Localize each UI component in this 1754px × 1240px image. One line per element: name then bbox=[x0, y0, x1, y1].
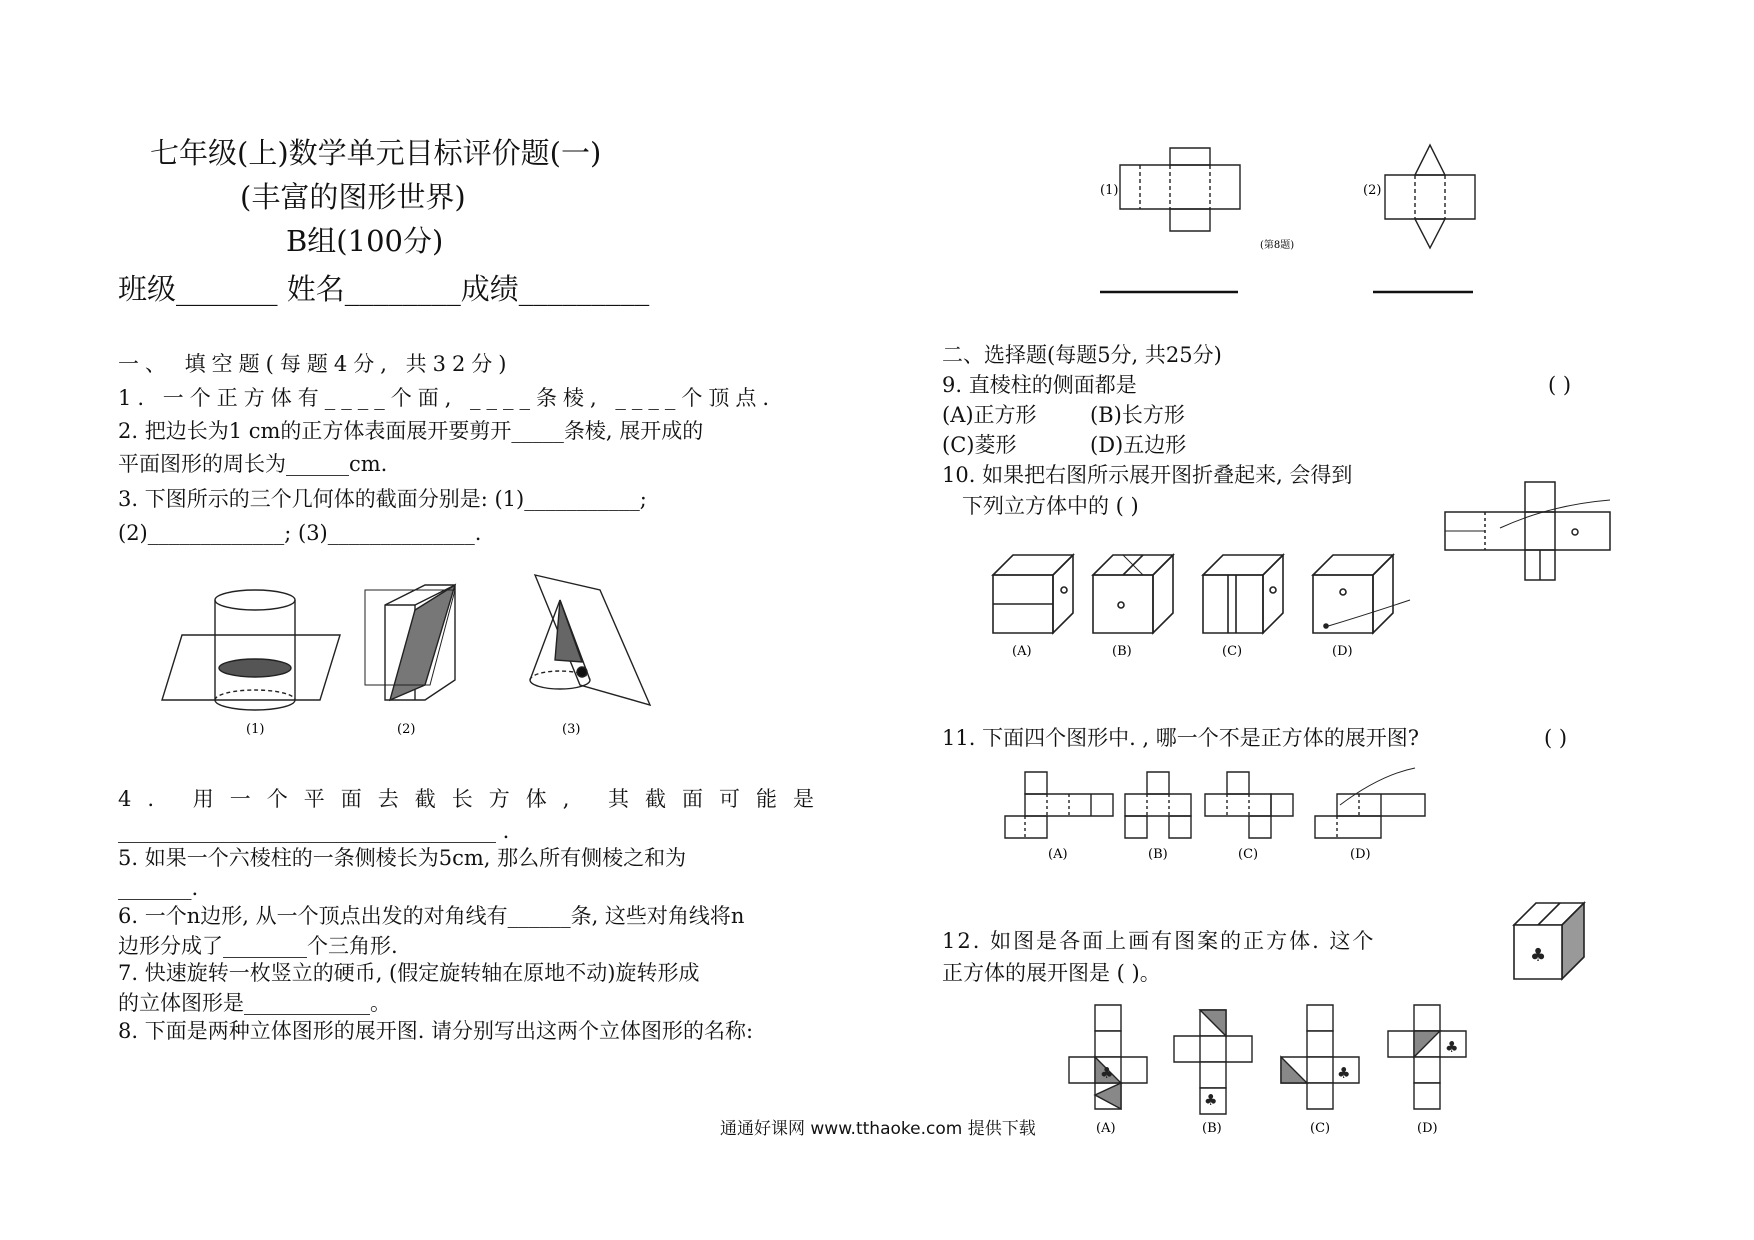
club-icon-b: ♣ bbox=[1204, 1091, 1218, 1109]
question-5-line1: 5. 如果一个六棱柱的一条侧棱长为5cm, 那么所有侧棱之和为 bbox=[118, 846, 687, 870]
q10-cube-options bbox=[980, 545, 1420, 665]
club-symbol-icon: ♣ bbox=[1530, 945, 1547, 966]
q10-reference-net bbox=[1440, 480, 1620, 610]
question-4-line1: 4. 用一个平面去截长方体, 其截面可能是 bbox=[118, 787, 831, 811]
q9-option-a: (A)正方形 bbox=[942, 403, 1037, 427]
q3-figures bbox=[150, 570, 840, 740]
net-option-b bbox=[1125, 772, 1191, 838]
cylinder-section-figure bbox=[162, 590, 340, 710]
question-7-line2: 的立体图形是____________。 bbox=[118, 991, 391, 1015]
question-8: 8. 下面是两种立体图形的展开图. 请分别写出这两个立体图形的名称: bbox=[118, 1019, 754, 1043]
net-2-prism bbox=[1385, 145, 1475, 248]
cone-section-figure bbox=[530, 575, 650, 705]
net-option-a bbox=[1005, 772, 1113, 838]
net-option-d bbox=[1315, 768, 1425, 838]
question-9-bracket: ( ) bbox=[1548, 373, 1572, 397]
net12-option-a bbox=[1069, 1005, 1147, 1109]
question-2-line2: 平面图形的周长为______cm. bbox=[118, 452, 388, 476]
club-icon-a: ♣ bbox=[1100, 1064, 1114, 1082]
question-6-line1: 6. 一个n边形, 从一个顶点出发的对角线有______条, 这些对角线将n bbox=[118, 904, 745, 928]
q8-figure-caption: (第8题) bbox=[1260, 240, 1295, 251]
q11-caption-b: (B) bbox=[1148, 847, 1168, 862]
q11-caption-a: (A) bbox=[1048, 847, 1068, 862]
net-option-c bbox=[1205, 772, 1293, 838]
footer-source: 通通好课网 www.tthaoke.com 提供下载 bbox=[720, 1119, 1036, 1139]
net-1-cuboid bbox=[1120, 148, 1240, 231]
question-12-line1: 12. 如图是各面上画有图案的正方体. 这个 bbox=[942, 929, 1376, 953]
q9-option-c: (C)菱形 bbox=[942, 433, 1017, 457]
cube-option-c bbox=[1203, 555, 1283, 633]
question-11: 11. 下面四个图形中. , 哪一个不是正方体的展开图? bbox=[942, 726, 1420, 750]
q3-caption-2: (2) bbox=[397, 722, 416, 737]
question-4-line2: ____________________________________ . bbox=[118, 819, 510, 843]
q9-option-d: (D)五边形 bbox=[1090, 433, 1187, 457]
q11-caption-c: (C) bbox=[1238, 847, 1259, 862]
question-1: 1. 一个正方体有____个面, ____条棱, ____个顶点. bbox=[118, 386, 776, 410]
net-label-2: (2) bbox=[1363, 183, 1382, 198]
question-9: 9. 直棱柱的侧面都是 bbox=[942, 373, 1137, 397]
prism-section-figure bbox=[365, 585, 455, 700]
q8-nets-figure bbox=[1090, 140, 1510, 300]
net12-option-c bbox=[1281, 1005, 1359, 1109]
question-6-line2: 边形分成了________个三角形. bbox=[118, 934, 398, 958]
club-icon-c: ♣ bbox=[1337, 1064, 1351, 1082]
q12-caption-a: (A) bbox=[1096, 1121, 1116, 1136]
q11-net-options bbox=[1010, 770, 1470, 865]
question-10-line2: 下列立方体中的 ( ) bbox=[962, 494, 1139, 518]
section2-heading: 二、选择题(每题5分, 共25分) bbox=[942, 343, 1222, 367]
q9-option-b: (B)长方形 bbox=[1090, 403, 1185, 427]
page-subtitle: (丰富的图形世界) bbox=[240, 180, 466, 214]
page-title: 七年级(上)数学单元目标评价题(一) bbox=[150, 136, 602, 170]
question-10-line1: 10. 如果把右图所示展开图折叠起来, 会得到 bbox=[942, 463, 1353, 487]
q3-caption-3: (3) bbox=[562, 722, 581, 737]
q12-net-options bbox=[1060, 1000, 1480, 1140]
cube-option-b bbox=[1093, 555, 1173, 633]
question-7-line1: 7. 快速旋转一枚竖立的硬币, (假定旋转轴在原地不动)旋转形成 bbox=[118, 961, 700, 985]
cube-option-a bbox=[993, 555, 1073, 633]
section1-heading: 一、 填空题(每题4分, 共32分) bbox=[118, 352, 513, 376]
net12-option-d bbox=[1388, 1005, 1466, 1109]
question-12-line2: 正方体的展开图是 ( )。 bbox=[942, 961, 1161, 985]
group-label: B组(100分) bbox=[286, 224, 444, 258]
q12-caption-d: (D) bbox=[1417, 1121, 1438, 1136]
student-info-line: 班级_______ 姓名________成绩_________ bbox=[118, 272, 650, 306]
q12-caption-c: (C) bbox=[1310, 1121, 1331, 1136]
club-icon-d: ♣ bbox=[1445, 1038, 1459, 1056]
q11-caption-d: (D) bbox=[1350, 847, 1371, 862]
q10-caption-c: (C) bbox=[1222, 644, 1243, 659]
question-5-line2: _______. bbox=[118, 876, 199, 900]
q10-caption-d: (D) bbox=[1332, 644, 1353, 659]
question-3-line1: 3. 下图所示的三个几何体的截面分别是: (1)___________; bbox=[118, 487, 647, 511]
q10-caption-b: (B) bbox=[1112, 644, 1132, 659]
net-label-1: (1) bbox=[1100, 183, 1119, 198]
question-2-line1: 2. 把边长为1 cm的正方体表面展开要剪开_____条棱, 展开成的 bbox=[118, 419, 704, 443]
cube-option-d bbox=[1313, 555, 1410, 633]
question-11-bracket: ( ) bbox=[1544, 726, 1568, 750]
q3-caption-1: (1) bbox=[246, 722, 265, 737]
q12-reference-cube bbox=[1490, 895, 1600, 995]
question-3-line2: (2)_____________; (3)______________. bbox=[118, 521, 482, 545]
q10-caption-a: (A) bbox=[1012, 644, 1032, 659]
q12-caption-b: (B) bbox=[1202, 1121, 1222, 1136]
